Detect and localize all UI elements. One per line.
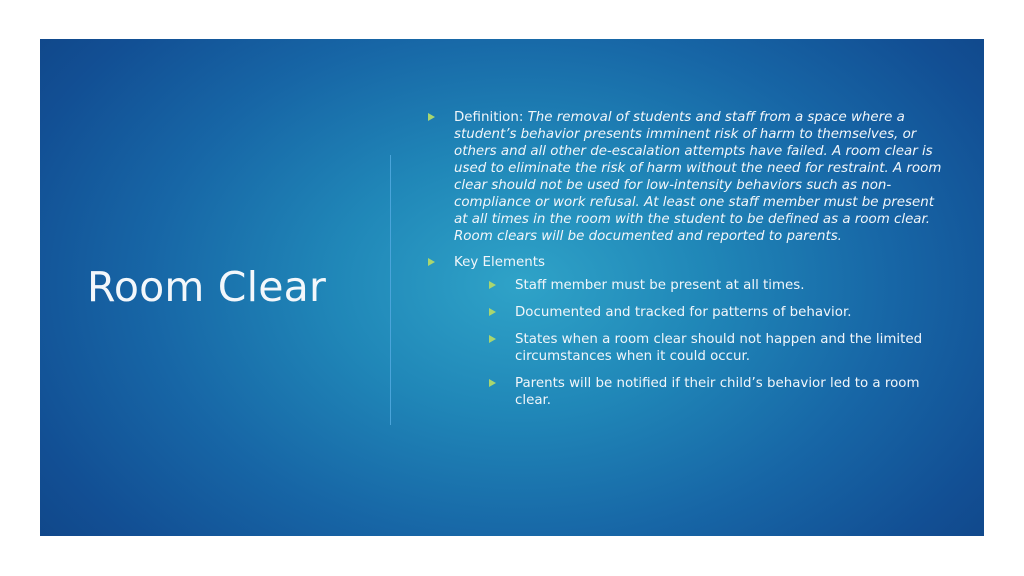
list-item bbox=[489, 277, 948, 294]
definition-label: Definition: bbox=[454, 110, 528, 125]
slide bbox=[40, 39, 984, 536]
list-item-text: States when a room clear should not happen and the limited circumstances when it could occur. bbox=[515, 332, 923, 364]
bullet-list bbox=[428, 109, 948, 409]
definition-bullet bbox=[428, 109, 948, 245]
vertical-divider bbox=[390, 155, 391, 425]
list-item-text: Parents will be notified if their child’s behavior led to a room clear. bbox=[515, 376, 920, 408]
slide-content bbox=[428, 109, 948, 409]
triangle-bullet-icon bbox=[489, 379, 496, 387]
key-elements-list bbox=[489, 277, 948, 409]
list-item-text: Staff member must be present at all times. bbox=[515, 278, 805, 293]
definition-text: The removal of students and staff from a space where a student’s behavior presents imminent risk of harm to themselves, or others and all other de-escalation attempts have failed. A room clear is used to eliminate the risk of harm without the need for restraint. A room clear should not be used for low-intensity behaviors such as non-compliance or work refusal. At least one staff member must be present at all times in the room with the student to be defined as a room clear. Room clears will be documented and reported to parents. bbox=[454, 110, 942, 244]
triangle-bullet-icon bbox=[489, 335, 496, 343]
triangle-bullet-icon bbox=[428, 113, 435, 121]
list-item bbox=[489, 304, 948, 321]
triangle-bullet-icon bbox=[489, 281, 496, 289]
triangle-bullet-icon bbox=[428, 258, 435, 266]
triangle-bullet-icon bbox=[489, 308, 496, 316]
list-item bbox=[489, 375, 948, 409]
list-item-text: Documented and tracked for patterns of behavior. bbox=[515, 305, 852, 320]
list-item bbox=[489, 331, 948, 365]
slide-title: Room Clear bbox=[87, 263, 327, 311]
key-elements-label: Key Elements bbox=[454, 255, 545, 270]
key-elements-bullet bbox=[428, 254, 948, 409]
